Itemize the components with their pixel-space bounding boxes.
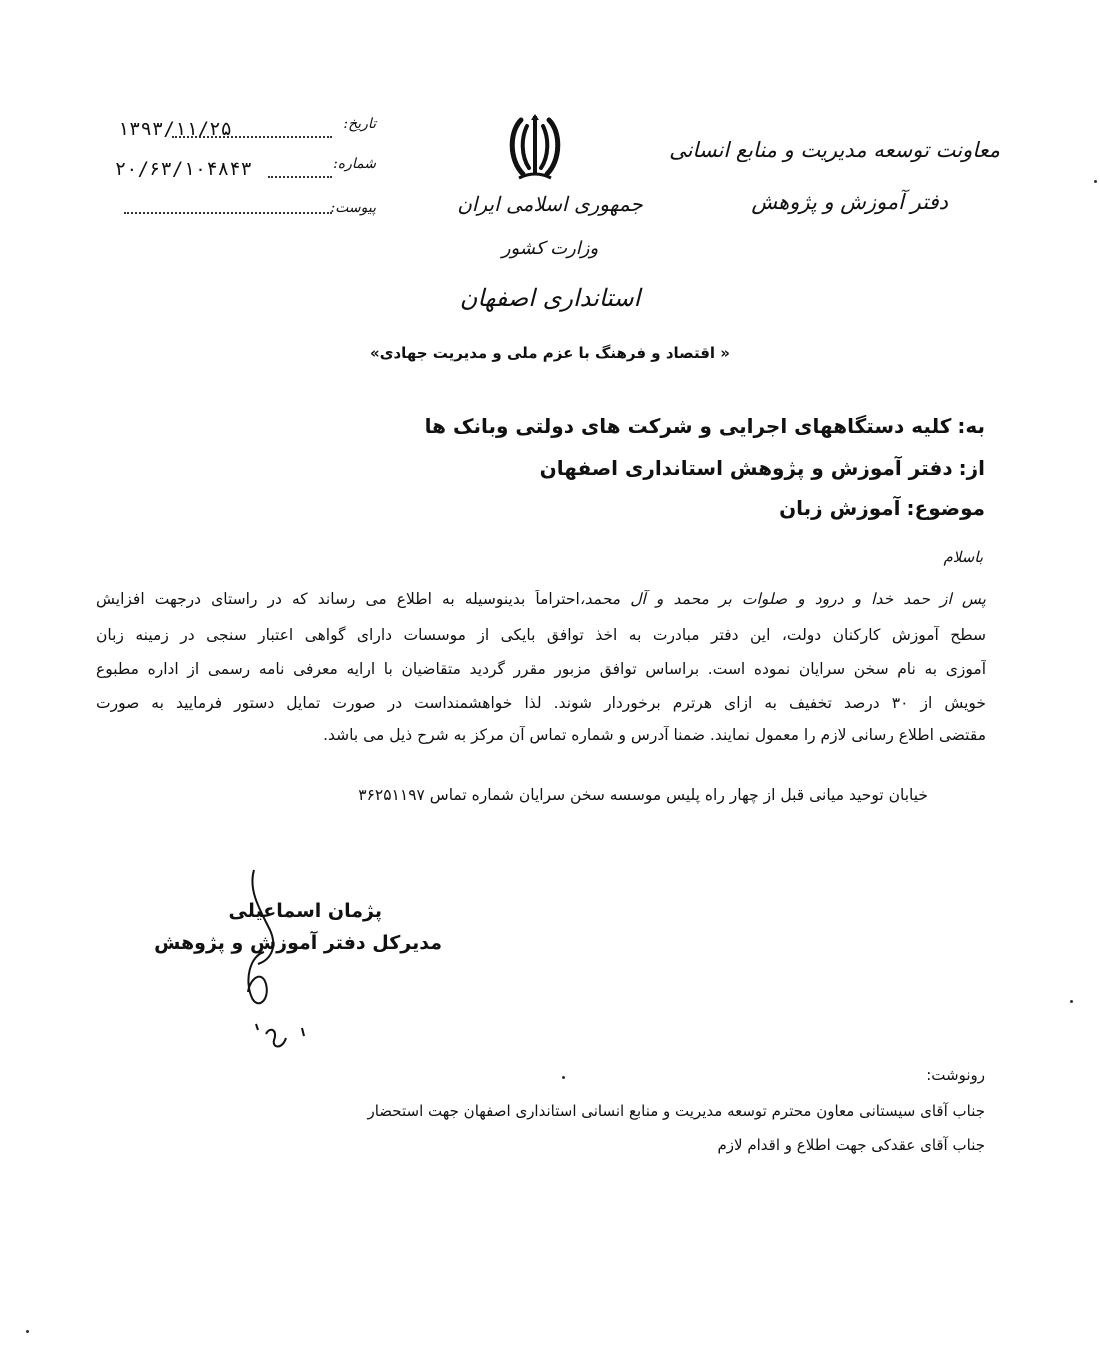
body-line-5: مقتضی اطلاع رسانی لازم را معمول نمایند. ضمنا آدرس و شماره تماس آن مرکز به شرح ذیل می باشد. xyxy=(323,726,986,744)
iran-emblem-icon xyxy=(507,112,563,182)
deputy-name: معاونت توسعه مدیریت و منابع انسانی xyxy=(669,138,1000,162)
attachment-field xyxy=(92,200,376,228)
cc-title: رونوشت: xyxy=(926,1066,985,1084)
body-line-1-italic: پس از حمد خدا و درود و صلوات بر محمد و آل محمد، xyxy=(579,590,986,608)
scan-speck xyxy=(1070,1000,1073,1003)
slogan: « اقتصاد و فرهنگ با عزم ملی و مدیریت جهادی» xyxy=(370,344,730,362)
signer-title: مدیرکل دفتر آموزش و پژوهش xyxy=(154,932,442,954)
from-label: از: xyxy=(958,456,985,480)
body-line-1 xyxy=(96,590,986,608)
date-value: ۱۳۹۳/۱۱/۲۵ xyxy=(117,118,232,140)
ministry-name: وزارت کشور xyxy=(501,238,599,259)
to-line xyxy=(285,414,985,438)
greeting: باسلام xyxy=(943,548,983,566)
body-line-4: خویش از ۳۰ درصد تخفیف به ازای هرترم برخوردار شوند. لذا خواهشمنداست در صورت تمایل دستور فرمایید به صورت xyxy=(96,694,986,712)
office-name: دفتر آموزش و پژوهش xyxy=(751,190,948,214)
subject-label: موضوع: xyxy=(906,496,985,520)
number-value: ۲۰/۶۳/۱۰۴۸۴۳ xyxy=(114,158,252,180)
governorate-name: استانداری اصفهان xyxy=(459,284,641,312)
date-dotted-line xyxy=(172,136,332,138)
body-line-3: آموزی به نام سخن سرایان نموده است. براساس توافق مزبور مقرر گردید متقاضیان با ارایه معرفی نامه رسمی از اداره مطبوع xyxy=(96,660,986,678)
cc-line-1: جناب آقای سیستانی معاون محترم توسعه مدیریت و منابع انسانی استانداری اصفهان جهت استحضار xyxy=(367,1102,985,1120)
attachment-dotted-line xyxy=(124,212,332,214)
number-field xyxy=(92,156,376,184)
handwritten-signature xyxy=(230,860,320,1060)
subject-value: آموزش زبان xyxy=(779,496,901,520)
signer-name: پژمان اسماعیلی xyxy=(228,900,382,922)
number-label: شماره: xyxy=(333,156,376,172)
cc-line-2: جناب آقای عقدکی جهت اطلاع و اقدام لازم xyxy=(717,1136,985,1154)
from-value: دفتر آموزش و پژوهش استانداری اصفهان xyxy=(539,456,953,480)
subject-line xyxy=(285,496,985,520)
country-name: جمهوری اسلامی ایران xyxy=(457,192,643,216)
body-line-1-rest: احتراماً بدینوسیله به اطلاع می رساند که در راستای درجهت افزایش xyxy=(96,590,580,608)
date-field xyxy=(92,116,376,144)
scan-speck xyxy=(26,1330,29,1333)
scan-speck xyxy=(1094,180,1097,183)
number-dotted-line xyxy=(268,176,332,178)
date-label: تاریخ: xyxy=(343,116,376,132)
from-line xyxy=(285,456,985,480)
to-value: کلیه دستگاههای اجرایی و شرکت های دولتی وبانک ها xyxy=(424,414,952,438)
institute-address: خیابان توحید میانی قبل از چهار راه پلیس موسسه سخن سرایان شماره تماس ۳۶۲۵۱۱۹۷ xyxy=(358,786,928,804)
scan-speck xyxy=(562,1076,565,1079)
to-label: به: xyxy=(957,414,985,438)
body-line-2: سطح آموزش کارکنان دولت، این دفتر مبادرت به اخذ توافق بایکی از موسسات دارای گواهی اعتبار سنجی در زمینه زبان xyxy=(96,626,986,644)
attachment-label: پیوست: xyxy=(330,200,376,216)
